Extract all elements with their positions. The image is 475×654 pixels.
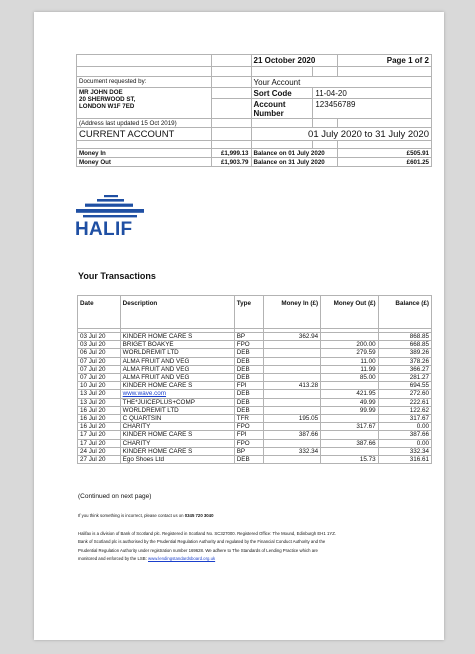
cell-money-out: 11.00 [321, 357, 379, 365]
cell-money-in: 362.94 [263, 333, 321, 341]
cell-balance: 316.61 [378, 456, 431, 464]
cell-money-out: 317.67 [321, 423, 379, 431]
cell-money-out: 85.00 [321, 374, 379, 382]
cell-date: 07 Jul 20 [78, 365, 121, 373]
cell-date: 16 Jul 20 [78, 423, 121, 431]
cell-balance: 281.27 [378, 374, 431, 382]
transaction-row [78, 406, 432, 414]
cell-balance: 222.61 [378, 398, 431, 406]
cell-type: DEB [234, 357, 263, 365]
cell-money-in [263, 456, 321, 464]
cell-money-in: 332.34 [263, 447, 321, 455]
customer-address [77, 88, 212, 119]
cell-date: 24 Jul 20 [78, 447, 121, 455]
transaction-row [78, 415, 432, 423]
cell-money-out [321, 431, 379, 439]
cell-date: 10 Jul 20 [78, 382, 121, 390]
cell-money-in [263, 390, 321, 398]
transaction-row [78, 357, 432, 365]
cell-description: THE*JUICEPLUS+COMP [120, 398, 234, 406]
cell-description: KINDER HOME CARE S [120, 447, 234, 455]
account-number-label: Account Number [251, 99, 313, 119]
transaction-row [78, 374, 432, 382]
cell-money-out [321, 333, 379, 341]
cell-description: WORLDREMIT LTD [120, 349, 234, 357]
cell-money-out: 49.99 [321, 398, 379, 406]
cell-type: FPO [234, 439, 263, 447]
col-money-in: Money In (£) [263, 296, 321, 329]
statement-page [34, 12, 444, 640]
cell-type: DEB [234, 390, 263, 398]
cell-description: KINDER HOME CARE S [120, 431, 234, 439]
cell-date: 17 Jul 20 [78, 431, 121, 439]
col-balance: Balance (£) [378, 296, 431, 329]
legal-line-2: Bank of Scotland plc is authorised by the Prudential Regulation Authority and regulated by the Financial Conduct Authority and the [78, 539, 326, 545]
cell-description: C QUARTSIN [120, 415, 234, 423]
cell-date: 16 Jul 20 [78, 415, 121, 423]
legal-line-4-text: monitored and enforced by the LSB: [78, 555, 147, 561]
cell-money-in [263, 374, 321, 382]
transaction-row [78, 341, 432, 349]
legal-line-1: Halifax is a division of Bank of Scotland plc. Registered in Scotland No. SC327000. Registered Office: The Mound, Edinburgh EH1 1YZ. [78, 531, 337, 536]
transaction-row [78, 456, 432, 464]
transaction-row [78, 349, 432, 357]
cell-type: TFR [234, 415, 263, 423]
cell-balance: 317.67 [378, 415, 431, 423]
cell-type: DEB [234, 365, 263, 373]
cell-description: ALMA FRUIT AND VEG [120, 357, 234, 365]
account-type: CURRENT ACCOUNT [77, 128, 212, 141]
cell-balance: 668.85 [378, 341, 431, 349]
cell-money-out: 200.00 [321, 341, 379, 349]
balance-end-label: Balance on 31 July 2020 [251, 158, 338, 167]
cell-description: BRIGET BOAKYE [120, 341, 234, 349]
transaction-row [78, 365, 432, 373]
cell-date: 03 Jul 20 [78, 341, 121, 349]
transaction-row [78, 447, 432, 455]
cell-money-in: 195.05 [263, 415, 321, 423]
cell-money-out [321, 415, 379, 423]
cell-description: CHARITY [120, 423, 234, 431]
cell-date: 13 Jul 20 [78, 390, 121, 398]
money-out-value: £1,903.79 [211, 158, 251, 167]
cell-money-out: 11.99 [321, 365, 379, 373]
address-line-1: 20 SHERWOOD ST, [79, 95, 136, 103]
col-money-out: Money Out (£) [321, 296, 379, 329]
money-out-label: Money Out [77, 158, 212, 167]
cell-balance: 366.27 [378, 365, 431, 373]
cell-money-in [263, 341, 321, 349]
col-type: Type [234, 296, 263, 329]
transaction-row [78, 431, 432, 439]
cell-money-out [321, 382, 379, 390]
legal-line-4 [78, 555, 336, 563]
cell-type: DEB [234, 349, 263, 357]
continued-note: (Continued on next page) [78, 493, 152, 500]
cell-balance: 0.00 [378, 423, 431, 431]
account-summary-table [76, 54, 432, 167]
cell-description: Ego Shoes Ltd [120, 456, 234, 464]
cell-money-out [321, 447, 379, 455]
page-number: Page 1 of 2 [338, 55, 432, 67]
transaction-link[interactable]: www.wave.com [122, 390, 167, 398]
transactions-table [77, 295, 432, 464]
cell-money-in: 413.28 [263, 382, 321, 390]
address-line-2: LONDON W1F 7ED [79, 102, 135, 110]
cell-money-out: 279.59 [321, 349, 379, 357]
cell-type: FPO [234, 341, 263, 349]
cell-description: ALMA FRUIT AND VEG [120, 374, 234, 382]
cell-type: DEB [234, 456, 263, 464]
money-in-value: £1,999.13 [211, 149, 251, 158]
contact-line [78, 512, 213, 520]
cell-money-in [263, 439, 321, 447]
cell-money-in: 387.66 [263, 431, 321, 439]
cell-type: BP [234, 447, 263, 455]
account-number: 123456789 [313, 99, 432, 119]
cell-description: WORLDREMIT LTD [120, 406, 234, 414]
transaction-row [78, 382, 432, 390]
sort-code-label: Sort Code [251, 88, 313, 99]
cell-description: CHARITY [120, 439, 234, 447]
contact-text: If you think something is incorrect, please contact us on [78, 513, 184, 518]
legal-line-3: Prudential Regulation Authority under registration number 169628. We adhere to The Standards of Lending Practice which are [78, 547, 318, 553]
cell-date: 17 Jul 20 [78, 439, 121, 447]
cell-date: 13 Jul 20 [78, 398, 121, 406]
cell-money-out: 387.66 [321, 439, 379, 447]
transaction-row [78, 439, 432, 447]
balance-start-value: £505.91 [338, 149, 432, 158]
cell-type: FPI [234, 382, 263, 390]
logo-wordmark: HALIF [75, 219, 133, 237]
col-date: Date [78, 296, 121, 329]
transaction-row [78, 423, 432, 431]
cell-money-in [263, 349, 321, 357]
cell-date: 16 Jul 20 [78, 406, 121, 414]
cell-date: 07 Jul 20 [78, 357, 121, 365]
cell-money-out: 15.73 [321, 456, 379, 464]
money-in-label: Money In [77, 149, 212, 158]
cell-type: DEB [234, 398, 263, 406]
cell-balance: 332.34 [378, 447, 431, 455]
transaction-row [78, 333, 432, 341]
cell-balance: 122.62 [378, 406, 431, 414]
cell-balance: 0.00 [378, 439, 431, 447]
cell-money-in [263, 365, 321, 373]
cell-description: ALMA FRUIT AND VEG [120, 365, 234, 373]
cell-date: 03 Jul 20 [78, 333, 121, 341]
contact-phone: 0345 720 3040 [184, 513, 214, 518]
cell-date: 07 Jul 20 [78, 374, 121, 382]
cell-money-in [263, 423, 321, 431]
cell-balance: 694.55 [378, 382, 431, 390]
col-description: Description [120, 296, 234, 329]
transactions-title: Your Transactions [78, 271, 156, 281]
cell-type: DEB [234, 374, 263, 382]
cell-description [120, 390, 234, 398]
cell-money-out: 99.99 [321, 406, 379, 414]
legal-text [78, 530, 336, 563]
cell-type: FPI [234, 431, 263, 439]
customer-name: MR JOHN DOE [79, 88, 123, 96]
cell-type: FPO [234, 423, 263, 431]
requested-by-label: Document requested by: [77, 77, 212, 88]
cell-money-in [263, 357, 321, 365]
balance-end-value: £601.25 [338, 158, 432, 167]
cell-type: DEB [234, 406, 263, 414]
cell-balance: 389.26 [378, 349, 431, 357]
statement-period: 01 July 2020 to 31 July 2020 [251, 128, 432, 141]
cell-date: 27 Jul 20 [78, 456, 121, 464]
cell-money-in [263, 406, 321, 414]
halifax-logo [75, 195, 147, 237]
your-account-label: Your Account [251, 77, 432, 88]
cell-description: KINDER HOME CARE S [120, 382, 234, 390]
transactions-body [78, 329, 432, 464]
sort-code: 11-04-20 [313, 88, 432, 99]
address-updated: (Address last updated 15 Oct 2019) [77, 119, 212, 128]
statement-date: 21 October 2020 [251, 55, 338, 67]
transaction-row [78, 398, 432, 406]
transaction-row [78, 390, 432, 398]
cell-balance: 378.26 [378, 357, 431, 365]
cell-money-out: 421.95 [321, 390, 379, 398]
cell-balance: 868.85 [378, 333, 431, 341]
cell-balance: 387.66 [378, 431, 431, 439]
cell-date: 06 Jul 20 [78, 349, 121, 357]
cell-description: KINDER HOME CARE S [120, 333, 234, 341]
lsb-link[interactable]: www.lendingstandardsboard.org.uk [148, 555, 216, 561]
cell-type: BP [234, 333, 263, 341]
cell-money-in [263, 398, 321, 406]
cell-balance: 272.60 [378, 390, 431, 398]
halifax-logo-graphic [75, 195, 147, 237]
transactions-header-row [78, 296, 432, 329]
balance-start-label: Balance on 01 July 2020 [251, 149, 338, 158]
